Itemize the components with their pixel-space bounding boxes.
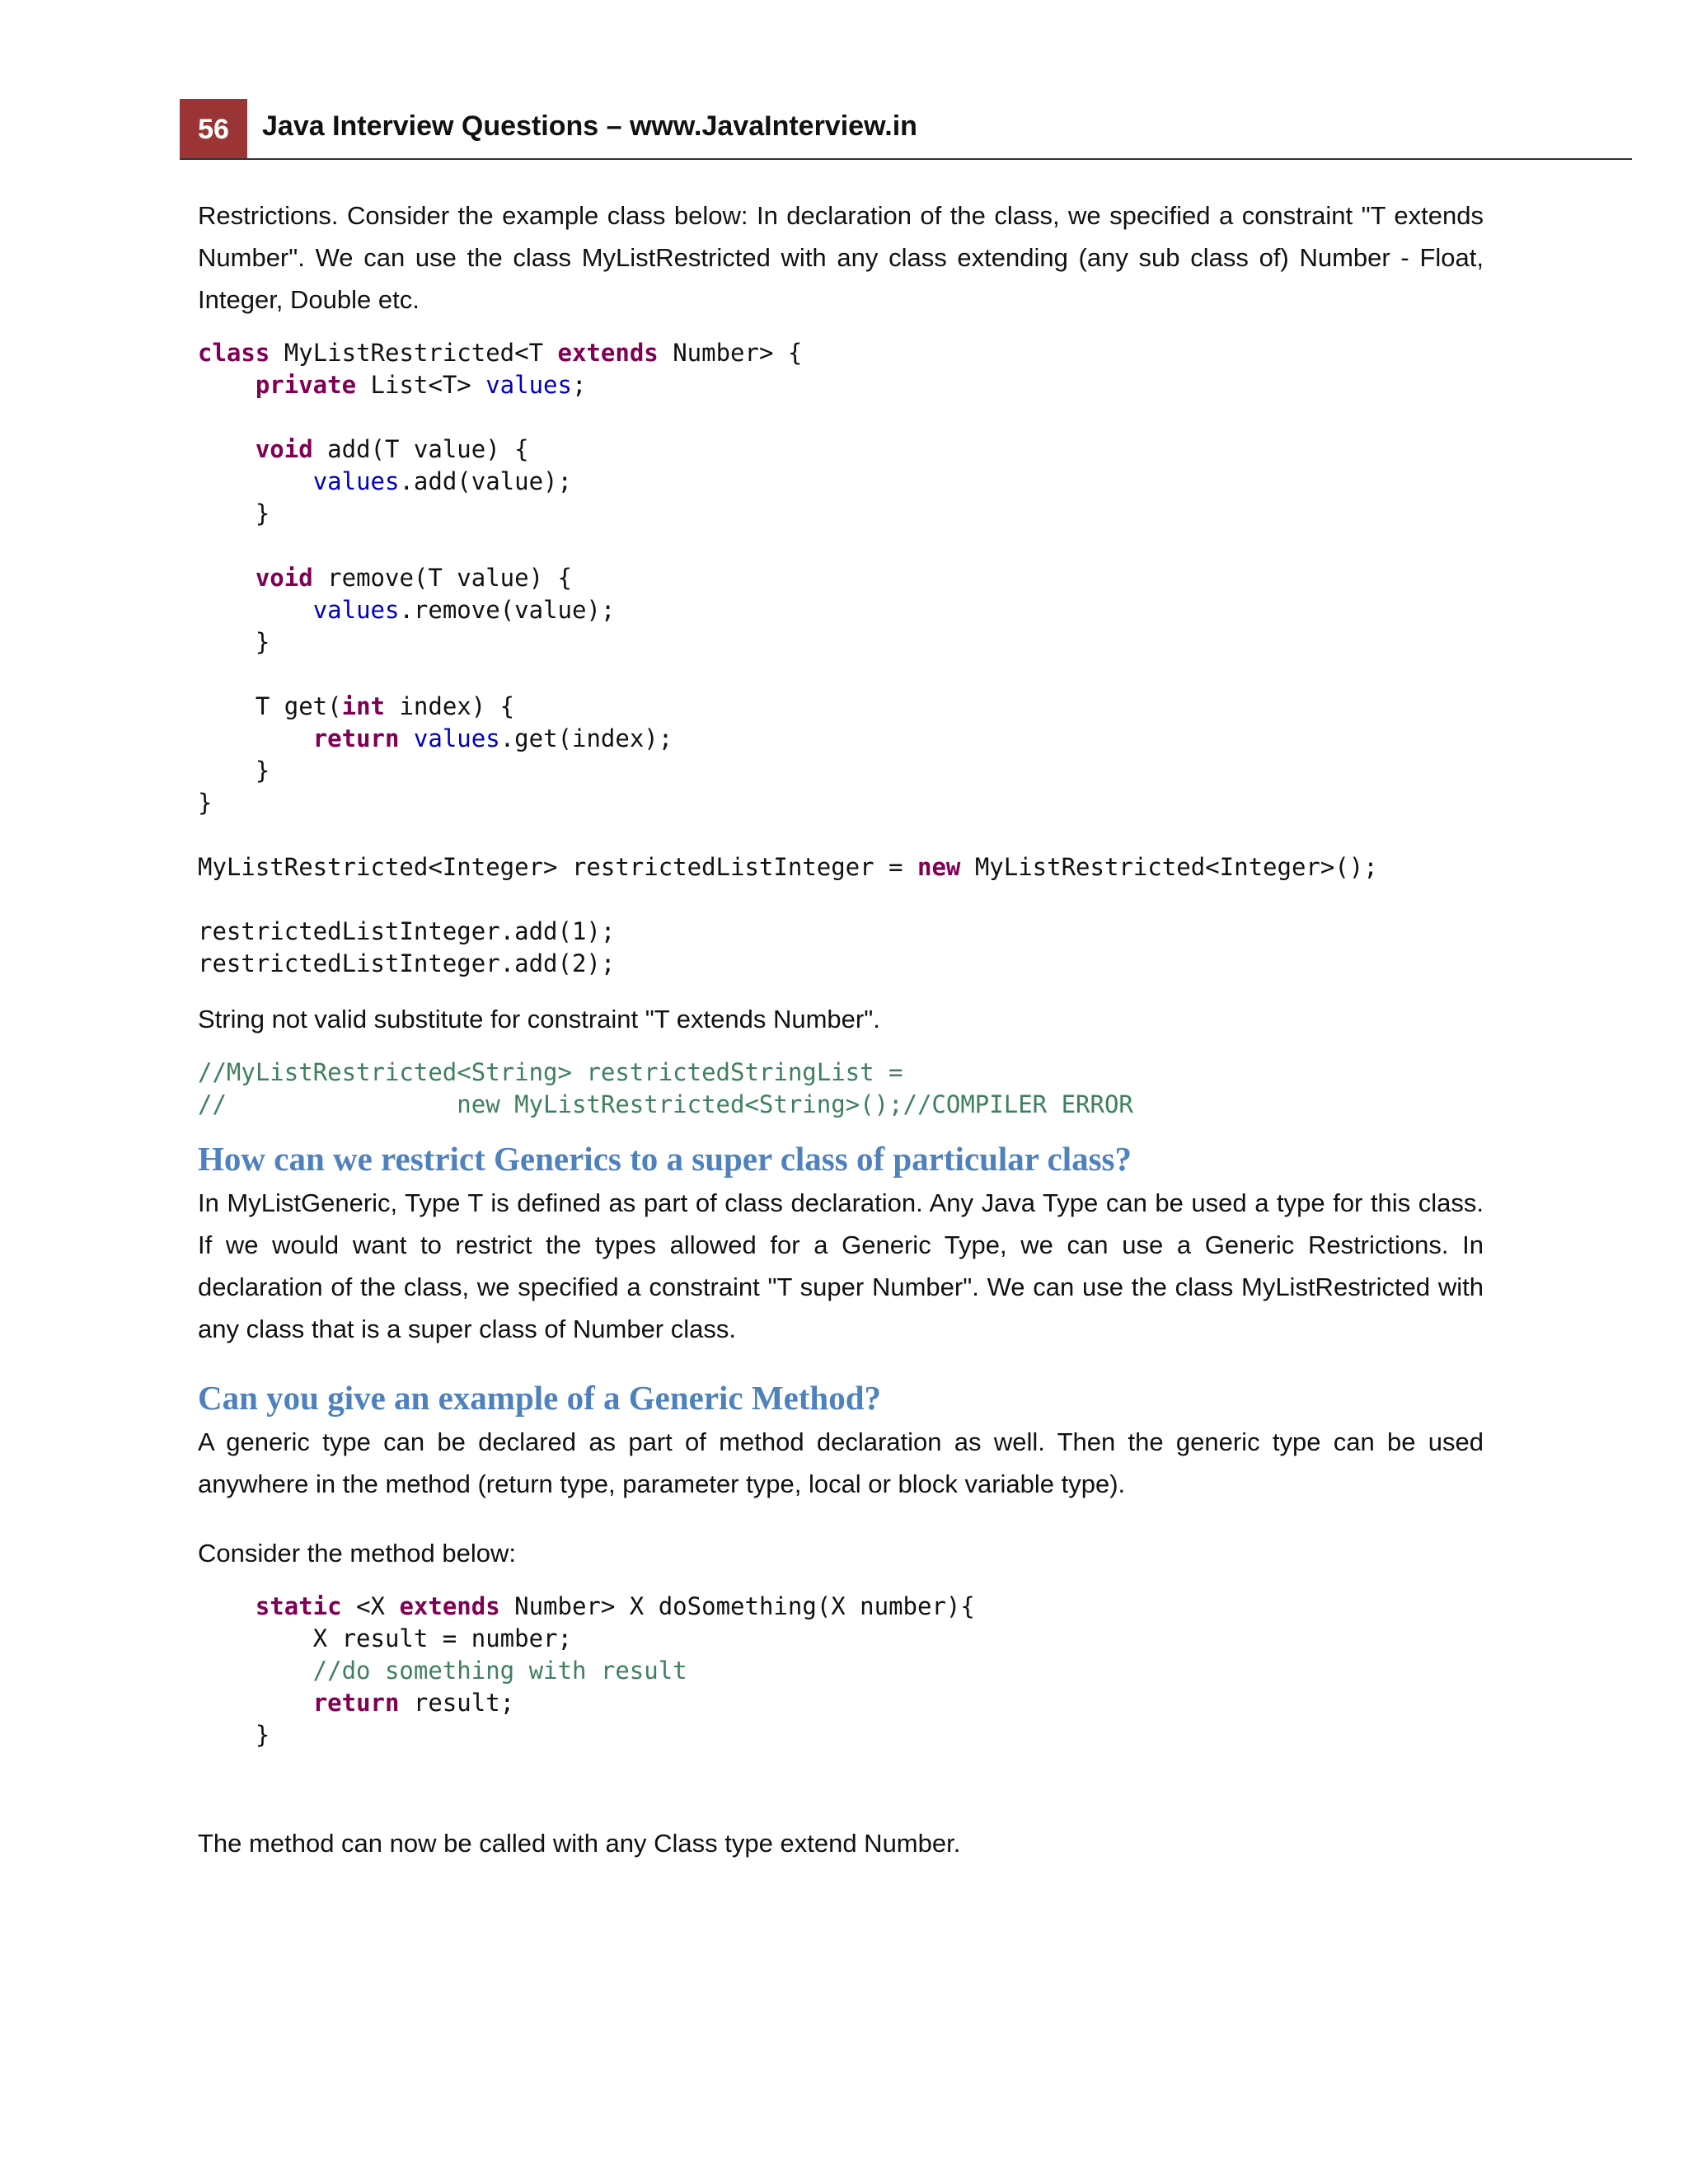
code-line: void remove(T value) { bbox=[255, 564, 572, 592]
code-keyword: return bbox=[312, 724, 400, 752]
code-comment-line: //MyListRestricted<String> restrictedStringList = bbox=[198, 1058, 903, 1086]
header-title: Java Interview Questions – www.JavaInterview.in bbox=[262, 110, 917, 142]
code-field: values bbox=[312, 596, 400, 624]
intro-paragraph: Restrictions. Consider the example class below: In declaration of the class, we specified a constraint "T extends Number". We can use the class MyListRestricted with any class extending (any sub class of) Number - Float, Integer, Double etc. bbox=[198, 201, 1484, 314]
code-line: } bbox=[198, 628, 270, 656]
constraint-note: String not valid substitute for constraint "T extends Number". bbox=[198, 1005, 880, 1033]
code-keyword: return bbox=[312, 1689, 400, 1717]
question-generic-method-answer: A generic type can be declared as part of method declaration as well. Then the generic type can be used anywhere in the method (return type, parameter type, local or block variable type). bbox=[198, 1427, 1484, 1498]
question-heading-generic-method: Can you give an example of a Generic Method? bbox=[198, 1379, 882, 1417]
consider-text: Consider the method below: bbox=[198, 1539, 517, 1568]
code-keyword: int bbox=[341, 692, 385, 720]
code-line: class MyListRestricted<T extends Number> { bbox=[198, 339, 803, 367]
code-line: values.add(value); bbox=[312, 467, 572, 495]
code-line: } bbox=[198, 499, 270, 527]
code-comment-line: //do something with result bbox=[198, 1657, 687, 1685]
page-number: 56 bbox=[180, 99, 247, 160]
code-field: values bbox=[485, 371, 572, 399]
code-line: values.remove(value); bbox=[312, 596, 616, 624]
code-line: } bbox=[198, 757, 270, 785]
code-line: restrictedListInteger.add(2); bbox=[198, 949, 616, 977]
code-blank-line bbox=[198, 530, 1484, 562]
code-block-class bbox=[198, 337, 1484, 819]
code-keyword: class bbox=[198, 339, 270, 367]
header-divider bbox=[180, 158, 1632, 160]
code-line: } bbox=[198, 789, 213, 817]
code-line: return result; bbox=[312, 1689, 515, 1717]
code-keyword: void bbox=[255, 435, 313, 463]
code-keyword: extends bbox=[557, 339, 659, 367]
code-line: X result = number; bbox=[198, 1624, 572, 1652]
code-line: } bbox=[198, 1721, 270, 1749]
code-keyword: new bbox=[917, 853, 961, 881]
question-super-answer: In MyListGeneric, Type T is defined as part of class declaration. Any Java Type can be used a type for this class. If we would want to restrict the types allowed for a Generic Type, we can use a Generic Restrictions. In declaration of the class, we specified a constraint "T super Number". We can use the class MyListRestricted with any class that is a super class of Number class. bbox=[198, 1188, 1484, 1343]
code-keyword: static bbox=[255, 1592, 342, 1620]
code-field: values bbox=[413, 724, 500, 752]
code-keyword: extends bbox=[399, 1592, 500, 1620]
code-line: private List<T> values; bbox=[255, 371, 587, 399]
code-line: MyListRestricted<Integer> restrictedListInteger = new MyListRestricted<Integer>(); bbox=[198, 853, 1378, 881]
page-header bbox=[180, 99, 1632, 160]
code-line: return values.get(index); bbox=[312, 724, 673, 752]
code-block-add bbox=[198, 916, 1484, 980]
code-line: restrictedListInteger.add(1); bbox=[198, 917, 616, 945]
code-keyword: private bbox=[255, 371, 357, 399]
code-blank-line bbox=[198, 658, 1484, 691]
code-line: T get(int index) { bbox=[198, 692, 515, 720]
code-blank-line bbox=[198, 401, 1484, 434]
code-block-compiler-error bbox=[198, 1057, 1484, 1121]
code-line: static <X extends Number> X doSomething(X number){ bbox=[255, 1592, 975, 1620]
question-heading-super: How can we restrict Generics to a super class of particular class? bbox=[198, 1140, 1132, 1178]
code-field: values bbox=[312, 467, 400, 495]
code-line: void add(T value) { bbox=[255, 435, 529, 463]
code-keyword: void bbox=[255, 564, 313, 592]
page-content bbox=[198, 194, 1484, 1864]
code-block-generic-method bbox=[198, 1591, 1484, 1751]
code-block-instantiate bbox=[198, 851, 1484, 883]
closing-text: The method can now be called with any Class type extend Number. bbox=[198, 1829, 961, 1858]
code-comment-line: // new MyListRestricted<String>();//COMPILER ERROR bbox=[198, 1090, 1133, 1118]
